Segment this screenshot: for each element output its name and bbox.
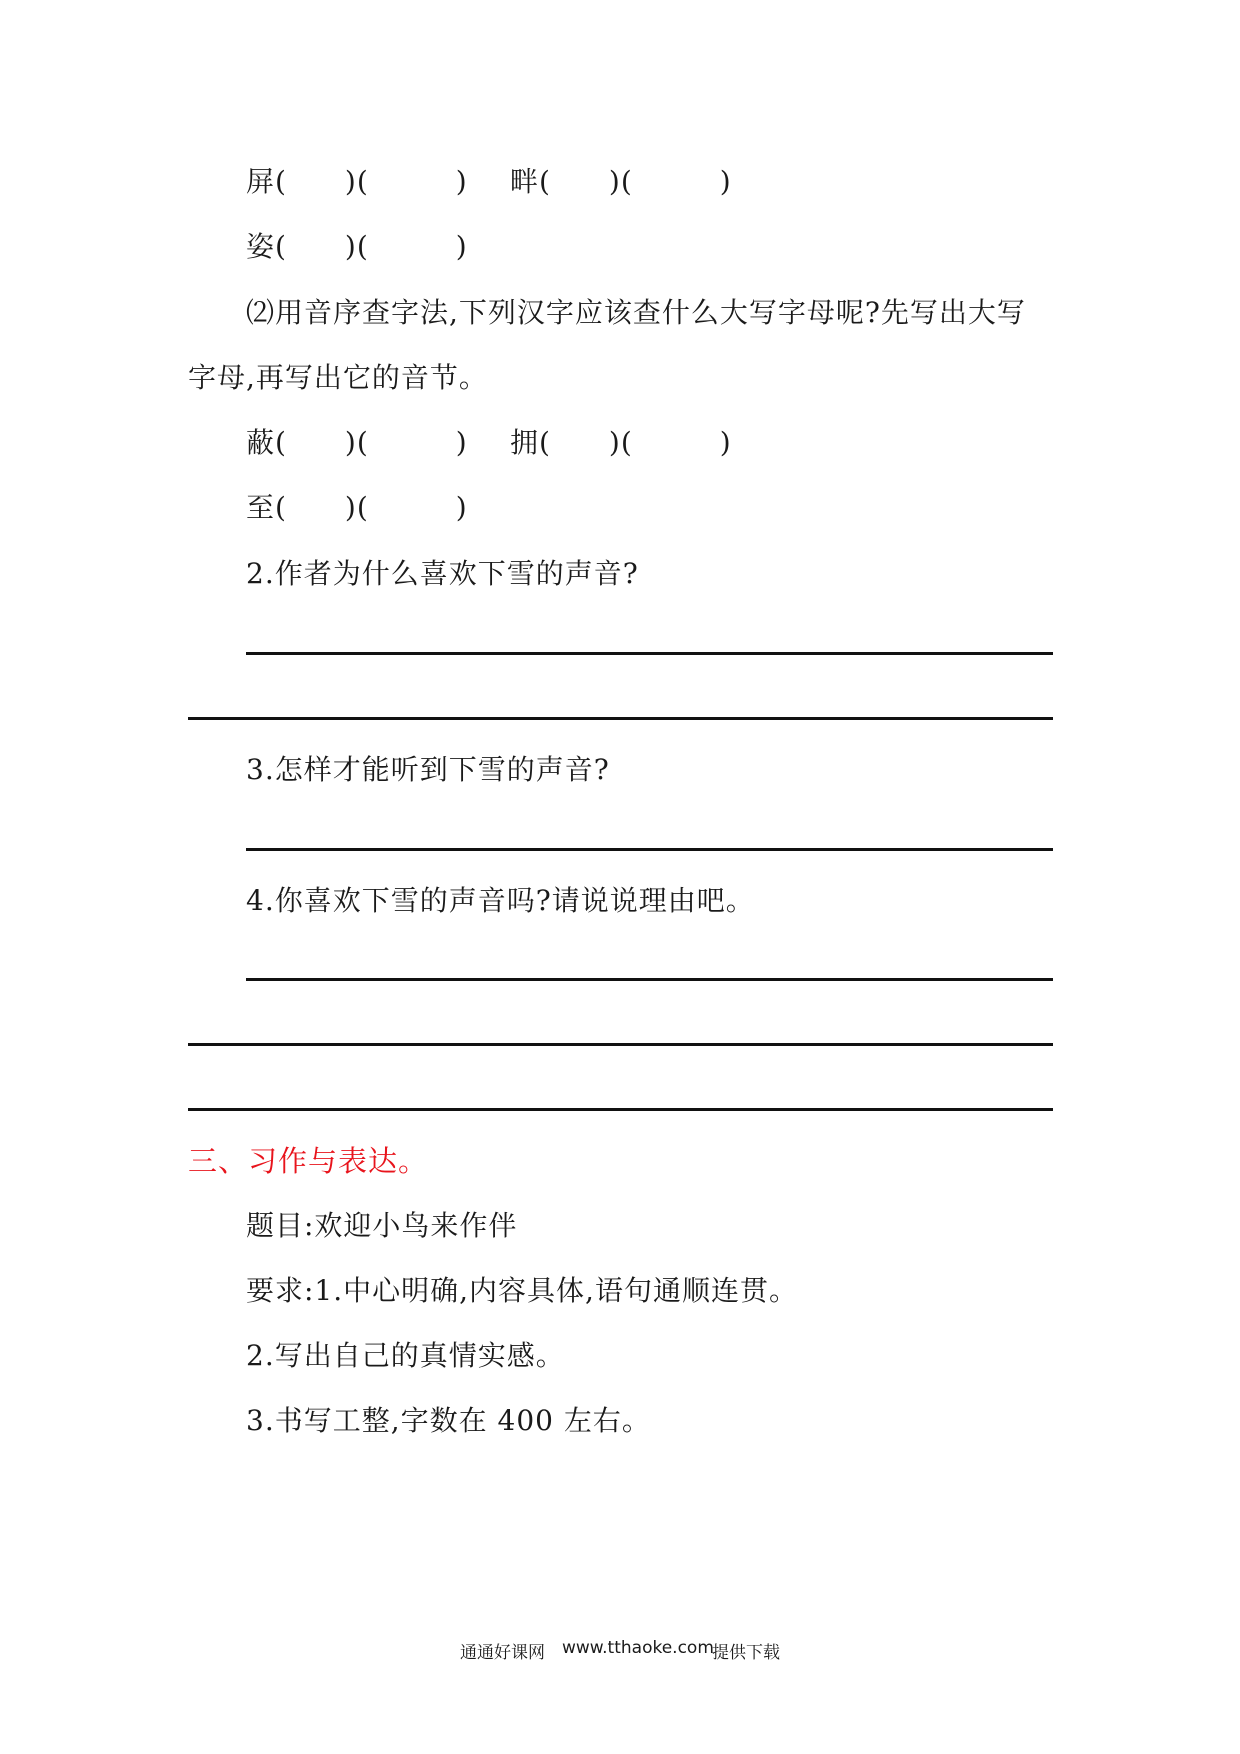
footer-site-name: 通通好课网 xyxy=(460,1643,545,1663)
q1-row3-right: 拥( )( ) xyxy=(510,426,732,459)
answer-line xyxy=(246,848,1053,851)
requirement-1: 要求:1.中心明确,内容具体,语句通顺连贯。 xyxy=(246,1274,798,1307)
footer-suffix: 提供下载 xyxy=(712,1643,780,1663)
requirement-3: 3.书写工整,字数在 400 左右。 xyxy=(246,1404,651,1437)
footer-url[interactable]: www.tthaoke.com xyxy=(562,1638,714,1658)
q1-row3-left: 蔽( )( ) xyxy=(246,426,468,459)
q1-part2-line1: ⑵用音序查字法,下列汉字应该查什么大写字母呢?先写出大写 xyxy=(246,296,1026,329)
answer-line xyxy=(246,652,1053,655)
answer-line xyxy=(188,1043,1053,1046)
requirement-2: 2.写出自己的真情实感。 xyxy=(246,1339,565,1372)
q1-row4-left: 至( )( ) xyxy=(246,491,468,524)
question-3: 3.怎样才能听到下雪的声音? xyxy=(246,753,610,786)
writing-topic: 题目:欢迎小鸟来作伴 xyxy=(246,1209,518,1242)
answer-line xyxy=(246,978,1053,981)
q1-part2-line2: 字母,再写出它的音节。 xyxy=(188,361,488,394)
q1-row1-left: 屏( )( ) xyxy=(246,165,468,198)
q1-row2-left: 姿( )( ) xyxy=(246,230,468,263)
section-heading: 三、习作与表达。 xyxy=(188,1144,429,1178)
question-4: 4.你喜欢下雪的声音吗?请说说理由吧。 xyxy=(246,884,755,917)
question-2: 2.作者为什么喜欢下雪的声音? xyxy=(246,557,639,590)
q1-row1-right: 畔( )( ) xyxy=(510,165,732,198)
answer-line xyxy=(188,717,1053,720)
answer-line xyxy=(188,1108,1053,1111)
